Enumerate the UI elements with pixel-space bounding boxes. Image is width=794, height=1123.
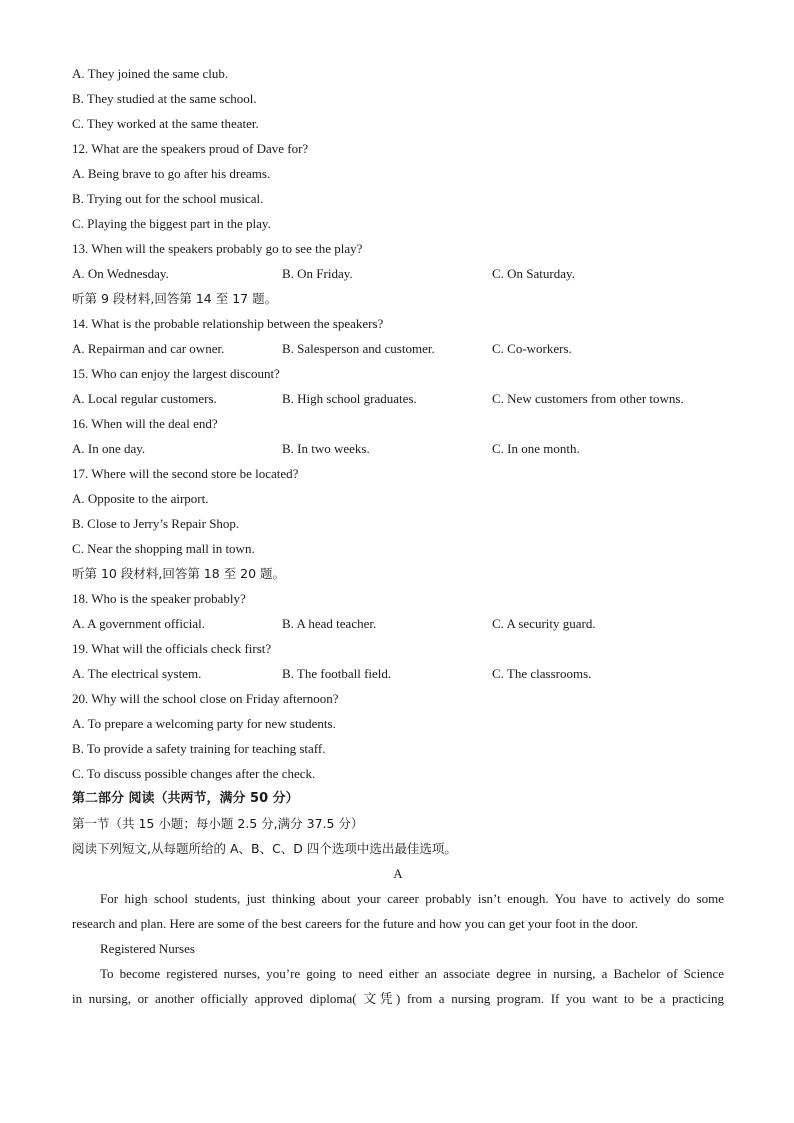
- option-15c: C. New customers from other towns.: [492, 391, 684, 406]
- question-16: 16. When will the deal end?: [72, 416, 218, 431]
- exam-page: [72, 61, 724, 1011]
- option-11b: B. They studied at the same school.: [72, 91, 257, 106]
- question-13: 13. When will the speakers probably go to see the play?: [72, 241, 363, 256]
- option-17b: B. Close to Jerry’s Repair Shop.: [72, 516, 240, 531]
- option-14b: B. Salesperson and customer.: [282, 341, 435, 356]
- option-13a: A. On Wednesday.: [72, 266, 169, 281]
- options-16: [72, 436, 724, 461]
- option-19c: C. The classrooms.: [492, 666, 592, 681]
- paragraph-1-line-2: research and plan. Here are some of the best careers for the future and how you can get your foot in the door.: [72, 916, 639, 931]
- option-18c: C. A security guard.: [492, 616, 596, 631]
- option-14a: A. Repairman and car owner.: [72, 341, 225, 356]
- option-11a: A. They joined the same club.: [72, 66, 229, 81]
- options-13: [72, 261, 724, 286]
- listening-instruction-10: 听第 10 段材料,回答第 18 至 20 题。: [72, 566, 286, 581]
- question-14: 14. What is the probable relationship between the speakers?: [72, 316, 384, 331]
- option-17a: A. Opposite to the airport.: [72, 491, 209, 506]
- options-14: [72, 336, 724, 361]
- option-17c: C. Near the shopping mall in town.: [72, 541, 255, 556]
- option-20b: B. To provide a safety training for teaching staff.: [72, 741, 326, 756]
- option-13c: C. On Saturday.: [492, 266, 575, 281]
- listening-instruction-9: 听第 9 段材料,回答第 14 至 17 题。: [72, 291, 278, 306]
- paragraph-2-line-2: in nursing, or another officially approved diploma( 文凭) from a nursing program. If you want to be a practicing: [72, 991, 724, 1006]
- option-20a: A. To prepare a welcoming party for new students.: [72, 716, 336, 731]
- option-12b: B. Trying out for the school musical.: [72, 191, 264, 206]
- question-15: 15. Who can enjoy the largest discount?: [72, 366, 280, 381]
- option-19b: B. The football field.: [282, 666, 392, 681]
- heading-registered-nurses: Registered Nurses: [100, 941, 195, 956]
- options-18: [72, 611, 724, 636]
- option-14c: C. Co-workers.: [492, 341, 572, 356]
- question-19: 19. What will the officials check first?: [72, 641, 272, 656]
- option-13b: B. On Friday.: [282, 266, 353, 281]
- option-16b: B. In two weeks.: [282, 441, 370, 456]
- part-two-title: 第二部分 阅读（共两节，满分 50 分）: [72, 791, 299, 806]
- paragraph-2-line-1: To become registered nurses, you’re going to need either an associate degree in nursing, a Bachelor of Science: [100, 966, 724, 981]
- options-15: [72, 386, 724, 411]
- option-15a: A. Local regular customers.: [72, 391, 217, 406]
- option-18b: B. A head teacher.: [282, 616, 377, 631]
- option-16a: A. In one day.: [72, 441, 146, 456]
- option-18a: A. A government official.: [72, 616, 205, 631]
- option-11c: C. They worked at the same theater.: [72, 116, 259, 131]
- option-12a: A. Being brave to go after his dreams.: [72, 166, 271, 181]
- question-12: 12. What are the speakers proud of Dave for?: [72, 141, 309, 156]
- section-one-heading: 第一节（共 15 小题；每小题 2.5 分,满分 37.5 分）: [72, 816, 364, 831]
- option-20c: C. To discuss possible changes after the check.: [72, 766, 316, 781]
- option-12c: C. Playing the biggest part in the play.: [72, 216, 271, 231]
- paragraph-1-line-1: For high school students, just thinking about your career probably isn’t enough. You have to actively do some: [100, 891, 724, 906]
- option-15b: B. High school graduates.: [282, 391, 417, 406]
- question-20: 20. Why will the school close on Friday afternoon?: [72, 691, 339, 706]
- option-16c: C. In one month.: [492, 441, 580, 456]
- passage-label: A: [393, 866, 403, 881]
- reading-instructions: 阅读下列短文,从每题所给的 A、B、C、D 四个选项中选出最佳选项。: [72, 841, 457, 856]
- question-18: 18. Who is the speaker probably?: [72, 591, 246, 606]
- option-19a: A. The electrical system.: [72, 666, 202, 681]
- options-19: [72, 661, 724, 686]
- question-17: 17. Where will the second store be located?: [72, 466, 299, 481]
